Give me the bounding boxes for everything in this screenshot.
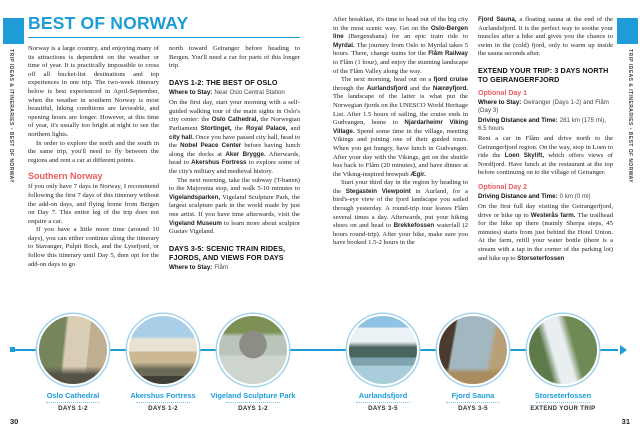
left-page-column-1 [28, 45, 159, 298]
title-rule-divider [28, 37, 300, 38]
fjord-sauna-photo [437, 314, 509, 386]
body-paragraph: north toward Geiranger before heading to Bergen. You'll need a car for parts of this longer trip. [169, 45, 300, 70]
stop-days-label: DAYS 3-5 [458, 405, 488, 412]
where-to-stay-label: Where to Stay: [478, 98, 522, 106]
body-paragraph: On the first full day visiting the Geirangerfjord, drive or hike up to Westerås farm. The trailhead for the hike up there (mainly Sherpa steps, 45 minutes) starts from just behind the Hotel Union. At the farm, refill your water bottle (there is a stream with a tap in the corner of the parking lot) and hike up to Storseterfossen [478, 202, 613, 262]
akershus-fortress-photo [127, 314, 199, 386]
body-paragraph: The next morning, take the subway (T-banen) to the Majorstua stop, and walk 5-10 minutes to Vigelandsparken, Vigeland Sculpture Park, the largest sculpture park in the world made by just one artist. If you have time afterwards, visit the Vigeland Museum to learn more about sculptor Gustav Vigeland. [169, 176, 300, 236]
where-to-stay-line [478, 99, 613, 115]
where-to-stay-value: Flåm [214, 264, 229, 272]
stop-rule-divider [136, 402, 190, 403]
spine-section-label: BEST OF NORWAY [627, 131, 633, 184]
body-paragraph: On the first day, start your morning with a self-guided walking tour of the main sights in Oslo's city center: the Oslo Cathedral, the Norwegian Parliament Stortinget, the Royal Palace, and city hall. Once you have passed city hall, head to the Nobel Peace Center before having lunch along the docks at Aker Brygge. Afterwards, head to Akershus Fortress to explore some of the city's military and medieval history. [169, 99, 300, 176]
stop-rule-divider [356, 402, 410, 403]
body-paragraph: Start your third day in the region by heading to the Stegastein Viewpoint in Aurland, for a bird's-eye view of the fjord landscape you sailed through yesterday. A round-trip tour leaves Flåm several times a day. Afterwards, put your hiking shoes on and head to Brekkefossen waterfall (2 hours round-trip). After your hike, make sure you have booked 1.5-2 hours in the [333, 179, 468, 247]
body-paragraph: If you only have 7 days in Norway, I recommend following the first 7 days of this itinerary without the add-on days, and flying home from Bergen on Day 7. This entire leg of the trip does not require a car. [28, 183, 159, 225]
stop-days-label: DAYS 1-2 [148, 405, 178, 412]
spine-series-label: TRIP IDEAS & ITINERARIES [8, 49, 14, 126]
where-to-stay-label: Where to Stay: [169, 264, 213, 272]
stop-name: Vigeland Sculpture Park [210, 391, 296, 400]
stop-name: Akershus Fortress [130, 391, 196, 400]
page-number-left: 30 [10, 417, 19, 426]
intro-paragraph: Norway is a large country, and enjoying many of its attractions is dependent on the weather or time of year. It is practically impossible to cross off all bucket-list destinations and top experiences in one trip. The two-week itinerary below is best experienced in April-September, when the weather in southern Norway is most beautiful, hiking conditions are favorable, and opening hours are longer. However, at this time of year, it's usually too bright at night to see the northern lights. [28, 45, 159, 138]
timeline-stop [510, 314, 616, 412]
driving-distance-label: Driving Distance and Time: [478, 192, 558, 200]
driving-distance-value: 281 km (175 mi), 6.5 hours [478, 116, 607, 132]
optional-day-1-heading: Optional Day 1 [478, 89, 528, 97]
section-heading-southern-norway: Southern Norway [28, 171, 103, 182]
left-page-column-2 [169, 45, 300, 298]
driving-distance-value: 0 km (0 mi) [559, 192, 591, 200]
timeline-arrow-icon [620, 345, 627, 355]
stop-name: Oslo Cathedral [46, 391, 100, 400]
body-paragraph: The next morning, head out on a fjord cruise through the Aurlandsfjord and the Nærøyfjord. The landscape of the latter is what put the Norwegian fjords on the UNESCO World Heritage List. After 1.5 hours of sailing, the cruise ends in Gudvangen, home to Njardarheimr Viking Village. Spend some time in the village, meeting Vikings and joining one of their guided tours. When you get hungry, have lunch in Gudvangen. After your day with the Vikings, get on the shuttle bus back to Flåm (20 minutes), and have dinner at the Viking-inspired brewpub Ægir. [333, 76, 468, 178]
where-to-stay-value: Geiranger (Days 1-2) and Flåm (Day 3) [478, 98, 609, 114]
stop-rule-divider [46, 402, 100, 403]
driving-distance-label: Driving Distance and Time: [478, 116, 558, 124]
right-page-column-2 [478, 16, 613, 304]
stop-days-label: EXTEND YOUR TRIP [530, 405, 596, 412]
optional-day-2-heading: Optional Day 2 [478, 183, 528, 191]
spine-label-right [627, 49, 633, 183]
oslo-cathedral-photo [37, 314, 109, 386]
where-to-stay-line [169, 264, 300, 272]
spine-tab-left [3, 18, 24, 44]
stop-name: Aurlandsfjord [358, 391, 408, 400]
spine-tab-right [617, 18, 638, 44]
extend-your-trip-heading: EXTEND YOUR TRIP: 3 DAYS NORTH TO GEIRANGERFJORD [478, 65, 609, 84]
body-paragraph: If you have a little more time (around 10 days), you can either continue along the itinerary to Stavanger, Pulpit Rock, and the Lysefjord, or follow this itinerary until Day 5, then opt for the add-on days to go [28, 226, 159, 268]
days-3-5-heading: DAYS 3-5: SCENIC TRAIN RIDES, FJORDS, AND VIEWS FOR DAYS [169, 243, 286, 262]
stop-days-label: DAYS 1-2 [58, 405, 88, 412]
vigeland-sculpture-park-photo [217, 314, 289, 386]
stop-rule-divider [536, 402, 590, 403]
where-to-stay-label: Where to Stay: [169, 89, 213, 97]
body-paragraph: After breakfast, it's time to head out of the big city in the most scenic way. Get on the Oslo-Bergen line (Bergensbana) for an epic train ride to Myrdal. The journey from Oslo to Myrdal takes 5 hours. There, change trains for the Flåm Railway to Flåm (1 hour), and enjoy the stunning landscape of the Flåm Valley along the way. [333, 16, 468, 75]
page-title: BEST OF NORWAY [28, 13, 189, 33]
intro-paragraph: In order to explore the north and the south in the same trip, you'll need to fly between the regions and rent a car at different points. [28, 139, 159, 164]
aurlandsfjord-photo [347, 314, 419, 386]
spine-series-label: TRIP IDEAS & ITINERARIES [627, 49, 633, 126]
spine-right [613, 0, 640, 436]
spine-label-left [8, 49, 14, 183]
driving-distance-line [478, 193, 613, 201]
where-to-stay-line [169, 89, 300, 97]
stop-days-label: DAYS 1-2 [238, 405, 268, 412]
stop-rule-divider [446, 402, 500, 403]
timeline-stop [200, 314, 306, 412]
where-to-stay-value: Near Oslo Central Station [214, 89, 285, 97]
stop-name: Fjord Sauna [451, 391, 495, 400]
body-paragraph: Fjord Sauna, a floating sauna at the end of the Aurlandsfjord. It is the perfect way to soothe your muscles after a hike and gives you the chance to swim in the (cold) fjord, only to warm up inside the sauna seconds after. [478, 16, 613, 58]
spine-section-label: BEST OF NORWAY [8, 131, 14, 184]
page-number-right: 31 [621, 417, 630, 426]
body-paragraph: Rent a car in Flåm and drive north to the Geirangerfjord region. On the way, stop in Loen to ride the Loen Skylift, which offers views of Nordfjord. Have lunch at the restaurant at the top before continuing on to the village of Geiranger. [478, 134, 613, 177]
right-page-column-1 [333, 16, 468, 304]
spine-bullet-icon: • [8, 127, 14, 130]
storseterfossen-photo [527, 314, 599, 386]
stop-rule-divider [226, 402, 280, 403]
driving-distance-line [478, 117, 613, 133]
spine-bullet-icon: • [627, 127, 633, 130]
days-1-2-heading: DAYS 1-2: THE BEST OF OSLO [169, 77, 278, 87]
stop-days-label: DAYS 3-5 [368, 405, 398, 412]
stop-name: Storseterfossen [534, 391, 592, 400]
